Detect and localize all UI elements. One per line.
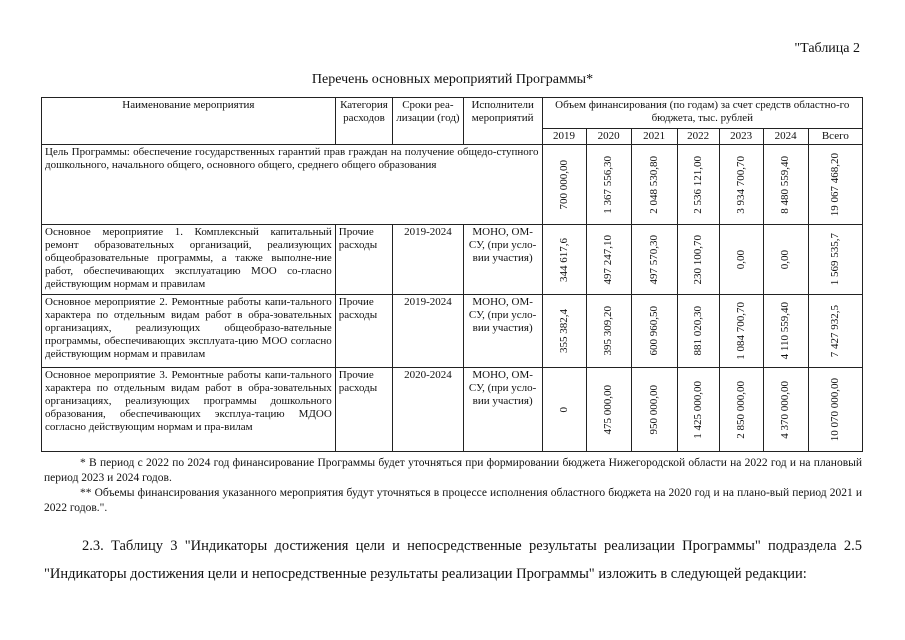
measure-category: Прочие расходы xyxy=(335,368,392,452)
body-paragraph xyxy=(44,532,862,588)
table-number: "Таблица 2 xyxy=(794,41,860,56)
measure-category: Прочие расходы xyxy=(335,225,392,295)
paragraph-text: 2.3. Таблицу 3 "Индикаторы достижения цели и непосредственные результаты реализации Программы" подраздела 2.5 "Индикаторы достижения цели и непосредственные результаты реализации Программы" изложить в следующей редакции: xyxy=(44,538,862,582)
header-category: Категория расходов xyxy=(335,98,392,145)
value-cell: 1 084 700,70 xyxy=(734,302,747,360)
table-row xyxy=(42,295,863,368)
header-name: Наименование мероприятия xyxy=(42,98,336,145)
header-year: 2019 xyxy=(542,129,586,145)
value-cell: 1 425 000,00 xyxy=(691,380,704,439)
measure-executors: МОНО, ОМ-СУ, (при усло-вии участия) xyxy=(463,368,542,452)
value-cell: 7 427 932,5 xyxy=(828,304,841,358)
header-volume: Объем финансирования (по годам) за счет средств областно-го бюджета, тыс. рублей xyxy=(542,98,862,129)
value-cell: 950 000,00 xyxy=(647,384,660,435)
value-cell: 10 070 000,00 xyxy=(828,377,841,442)
value-cell: 0 xyxy=(557,406,570,413)
table-footnotes xyxy=(44,456,862,516)
table-row xyxy=(42,368,863,452)
value-cell: 355 382,4 xyxy=(557,309,570,353)
measure-name: Основное мероприятие 1. Комплексный капитальный ремонт образовательных организаций, реализующих общеобразовательные программы, а также выполне-ние работ, обеспечивающих эксплуатацию МОО со-гласно действующим нормам и правилам xyxy=(42,225,336,295)
measure-category: Прочие расходы xyxy=(335,295,392,368)
header-year: 2021 xyxy=(631,129,677,145)
header-year: 2022 xyxy=(677,129,719,145)
measure-name: Основное мероприятие 3. Ремонтные работы капи-тального характера по отдельным видам работ в обра-зовательных организациях, реализующих программы дошкольного образования, обеспечивающих эксплуа-тацию МДОО согласно действующим нормам и пра-вилам xyxy=(42,368,336,452)
measure-executors: МОНО, ОМ-СУ, (при усло-вии участия) xyxy=(463,225,542,295)
header-terms: Сроки реа-лизации (год) xyxy=(393,98,464,145)
value-cell: 700 000,00 xyxy=(557,159,570,210)
header-executors: Исполнители мероприятий xyxy=(463,98,542,145)
measure-name: Основное мероприятие 2. Ремонтные работы капи-тального характера по отдельным видам работ в обра-зовательных организациях, реализующих общеобразо-вательные программы, обеспечивающих эксплуата-цию МОО согласно действующим нормам и правилам xyxy=(42,295,336,368)
value-cell: 0,00 xyxy=(779,249,792,270)
value-cell: 881 020,30 xyxy=(691,306,704,356)
value-cell: 395 309,20 xyxy=(602,306,615,356)
measure-terms: 2019-2024 xyxy=(393,225,464,295)
footnote: ** Объемы финансирования указанного мероприятия будут уточняться в процессе исполнения областного бюджета на 2020 год и на плано-вый период 2021 и 2022 годов.". xyxy=(44,487,862,514)
value-cell: 497 570,30 xyxy=(647,234,660,285)
value-cell: 600 960,50 xyxy=(647,306,660,356)
table-row xyxy=(42,225,863,295)
value-cell: 1 569 535,7 xyxy=(828,233,841,286)
measure-terms: 2020-2024 xyxy=(393,368,464,452)
header-year: 2020 xyxy=(586,129,631,145)
measure-executors: МОНО, ОМ-СУ, (при усло-вии участия) xyxy=(463,295,542,368)
table-caption: Перечень основных мероприятий Программы* xyxy=(311,72,594,87)
value-cell: 497 247,10 xyxy=(602,234,615,285)
header-total: Всего xyxy=(808,129,862,145)
value-cell: 8 480 559,40 xyxy=(779,155,792,214)
program-measures-table xyxy=(41,97,863,452)
value-cell: 2 850 000,00 xyxy=(734,380,747,439)
footnote: * В период с 2022 по 2024 год финансирование Программы будет уточняться при формировании бюджета Нижегородской области на 2022 год и на плановый период 2023 и 2024 годов. xyxy=(44,457,862,484)
measure-terms: 2019-2024 xyxy=(393,295,464,368)
value-cell: 2 536 121,00 xyxy=(691,155,704,214)
header-year: 2023 xyxy=(719,129,763,145)
goal-text: Цель Программы: обеспечение государственных гарантий прав граждан на получение общедо-ступного дошкольного, начального общего, основного общего, среднего общего образования xyxy=(42,145,543,225)
header-year: 2024 xyxy=(763,129,808,145)
value-cell: 3 934 700,70 xyxy=(734,155,747,214)
value-cell: 4 370 000,00 xyxy=(779,380,792,439)
value-cell: 475 000,00 xyxy=(602,384,615,435)
value-cell: 344 617,6 xyxy=(557,237,570,282)
value-cell: 2 048 530,80 xyxy=(647,155,660,214)
value-cell: 1 367 556,30 xyxy=(602,155,615,214)
table-row xyxy=(42,145,863,225)
value-cell: 4 110 559,40 xyxy=(779,302,792,360)
value-cell: 230 100,70 xyxy=(691,234,704,285)
value-cell: 19 067 468,20 xyxy=(828,152,841,217)
value-cell: 0,00 xyxy=(734,249,747,270)
